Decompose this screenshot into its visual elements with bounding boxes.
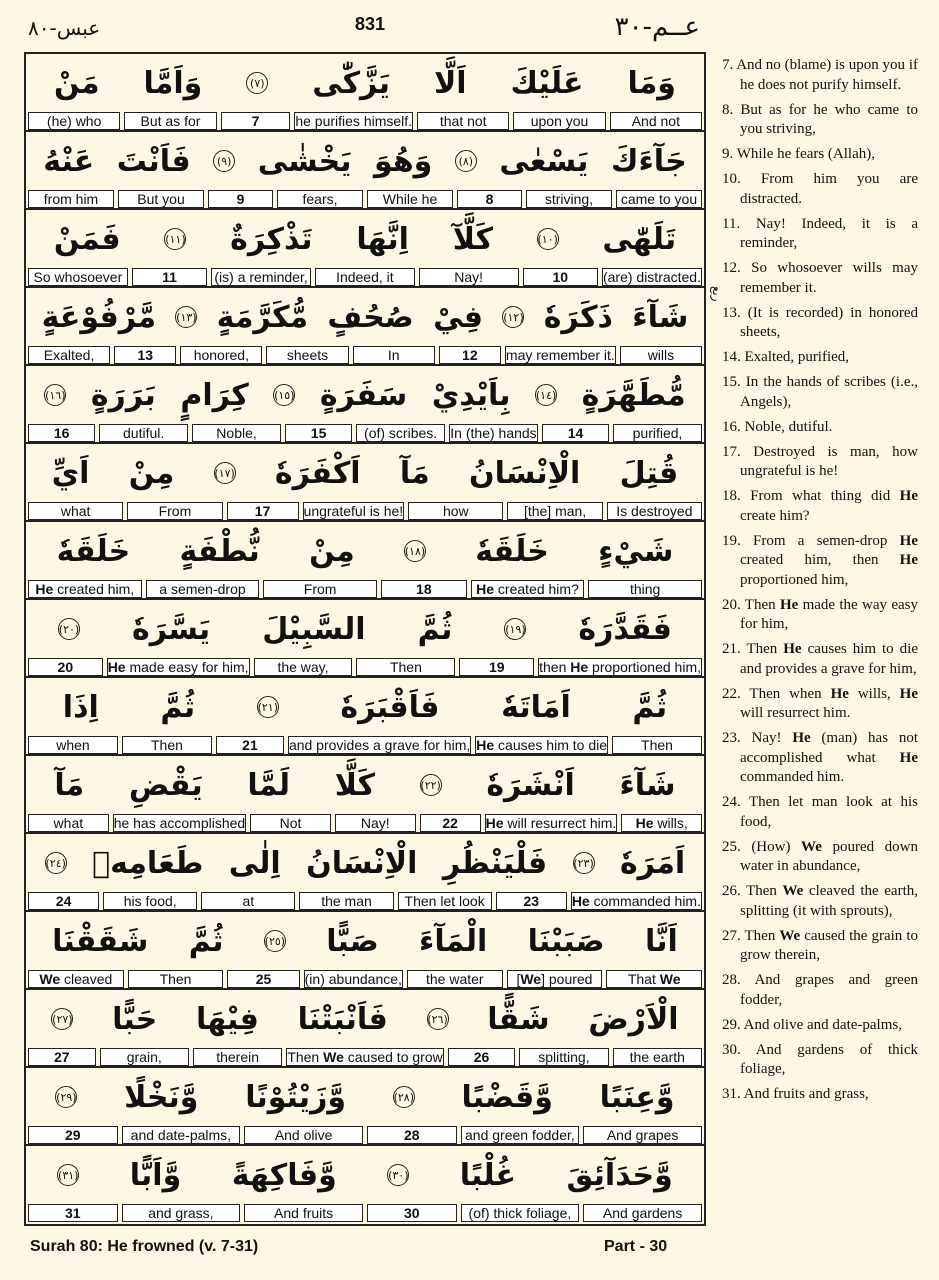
arabic-word: حَبًّا bbox=[112, 1001, 158, 1037]
arabic-word: شَيْءٍ bbox=[598, 533, 674, 569]
gloss-cell: thing bbox=[588, 580, 702, 598]
translation-verse: 8. But as for he who came to you striving, bbox=[722, 101, 918, 137]
gloss-cell: But you bbox=[118, 190, 204, 208]
translation-verse: 30. And gardens of thick foliage, bbox=[722, 1041, 918, 1077]
arabic-word: يَسَّرَهٗ bbox=[132, 611, 211, 647]
arabic-word: كَلَّآ bbox=[452, 221, 493, 257]
gloss-cell: In (the) hands bbox=[450, 425, 537, 441]
gloss-cell: and grass, bbox=[122, 1204, 241, 1222]
ayah-number-marker: (١٥) bbox=[273, 384, 295, 406]
gloss-cell: And olive bbox=[244, 1126, 363, 1144]
gloss-cell: therein bbox=[193, 1048, 282, 1066]
translation-verse: 19. From a semen-drop He created him, then He proportioned him, bbox=[722, 532, 918, 588]
arabic-word: عَنْهُ bbox=[43, 143, 95, 179]
ayah-number-marker: (٣١) bbox=[57, 1164, 79, 1186]
arabic-word: فَاَنْبَتْنَا bbox=[297, 1001, 388, 1037]
gloss-cell: and green fodder, bbox=[461, 1126, 580, 1144]
gloss-verse-number: 9 bbox=[208, 190, 273, 208]
arabic-word: الْمَآءَ bbox=[419, 923, 488, 959]
gloss-cell: from him bbox=[28, 190, 114, 208]
verse-row bbox=[26, 1146, 704, 1224]
gloss-verse-number: 30 bbox=[367, 1204, 457, 1222]
gloss-verse-number: 12 bbox=[439, 346, 501, 364]
arabic-word: اَيِّ bbox=[51, 455, 90, 491]
arabic-line bbox=[26, 366, 704, 424]
gloss-cell: honored, bbox=[180, 346, 262, 364]
arabic-word: يَسْعٰى bbox=[499, 143, 589, 179]
arabic-word: وَاَمَّا bbox=[143, 65, 203, 101]
arabic-word: صَبًّا bbox=[326, 923, 379, 959]
gloss-verse-number: 28 bbox=[367, 1126, 457, 1144]
surah-name-label: عبس-٨٠ bbox=[28, 16, 101, 40]
gloss-verse-number: 26 bbox=[448, 1048, 516, 1066]
arabic-word: ثُمَّ bbox=[417, 611, 453, 647]
arabic-word: طَعَامِهٖ bbox=[92, 845, 204, 881]
arabic-word: فَاَنْتَ bbox=[116, 143, 191, 179]
arabic-word: ذَكَرَهٗ bbox=[543, 299, 613, 335]
english-gloss-line bbox=[26, 190, 704, 208]
gloss-cell: that not bbox=[417, 112, 509, 130]
gloss-cell: the way, bbox=[254, 658, 353, 676]
arabic-word: فَاَقْبَرَهٗ bbox=[340, 689, 440, 725]
gloss-cell: at bbox=[201, 892, 295, 910]
arabic-word: مُّطَهَّرَةٍ bbox=[581, 377, 686, 413]
verse-row bbox=[26, 54, 704, 132]
ayah-number-marker: (٢٣) bbox=[573, 852, 595, 874]
ayah-number-marker: (١٩) bbox=[504, 618, 526, 640]
gloss-cell: his food, bbox=[103, 892, 197, 910]
arabic-word: مَآ bbox=[54, 767, 85, 803]
arabic-line bbox=[26, 600, 704, 658]
arabic-word: سَفَرَةٍ bbox=[319, 377, 408, 413]
gloss-cell: wills bbox=[620, 346, 702, 364]
verse-row bbox=[26, 912, 704, 990]
arabic-word: فِيْهَا bbox=[195, 1001, 259, 1037]
ayah-number-marker: (١٦) bbox=[44, 384, 66, 406]
gloss-cell: He made easy for him, bbox=[107, 659, 249, 675]
gloss-cell: a semen-drop bbox=[146, 580, 260, 598]
gloss-cell: Is destroyed bbox=[607, 502, 702, 520]
gloss-cell: (in) abundance, bbox=[304, 971, 402, 987]
gloss-cell: He wills, bbox=[621, 814, 702, 832]
gloss-verse-number: 18 bbox=[381, 580, 467, 598]
arabic-word: صَبَبْنَا bbox=[527, 923, 605, 959]
gloss-cell: And grapes bbox=[583, 1126, 702, 1144]
english-gloss-line bbox=[26, 502, 704, 520]
gloss-verse-number: 27 bbox=[28, 1048, 96, 1066]
gloss-verse-number: 23 bbox=[496, 892, 567, 910]
arabic-word: فَقَدَّرَهٗ bbox=[578, 611, 672, 647]
translation-verse: 18. From what thing did He create him? bbox=[722, 488, 918, 524]
arabic-word: فَمَنْ bbox=[53, 221, 121, 257]
gloss-cell: (is) a reminder, bbox=[211, 268, 311, 286]
gloss-verse-number: 11 bbox=[132, 268, 207, 286]
arabic-word: الْاَرْضَ bbox=[588, 1001, 679, 1037]
verse-row bbox=[26, 990, 704, 1068]
english-gloss-line bbox=[26, 892, 704, 910]
arabic-line bbox=[26, 54, 704, 112]
arabic-word: يَقْضِ bbox=[128, 767, 203, 803]
gloss-cell: In bbox=[353, 346, 435, 364]
gloss-cell: he has accomplished bbox=[113, 815, 246, 831]
translation-verse: 25. (How) We poured down water in abundance, bbox=[722, 838, 918, 874]
gloss-cell: Then let look bbox=[398, 892, 492, 910]
page-header bbox=[0, 0, 939, 52]
arabic-line bbox=[26, 1068, 704, 1126]
english-gloss-line bbox=[26, 268, 704, 286]
gloss-cell: He created him, bbox=[28, 580, 142, 598]
gloss-cell: fears, bbox=[277, 190, 363, 208]
footer-surah-title: Surah 80: He frowned (v. 7-31) bbox=[30, 1238, 259, 1255]
gloss-cell: the man bbox=[299, 892, 393, 910]
gloss-cell: We cleaved bbox=[28, 970, 124, 988]
arabic-word: قُتِلَ bbox=[619, 455, 679, 491]
arabic-word: شَقَقْنَا bbox=[52, 923, 149, 959]
arabic-word: شَآءَ bbox=[619, 767, 676, 803]
gloss-cell: how bbox=[408, 502, 503, 520]
gloss-cell: [We] poured bbox=[507, 970, 603, 988]
arabic-line bbox=[26, 912, 704, 970]
gloss-cell: (of) scribes. bbox=[356, 424, 445, 442]
arabic-word: شَقًّا bbox=[487, 1001, 550, 1037]
gloss-cell: dutiful. bbox=[99, 424, 188, 442]
arabic-line bbox=[26, 1146, 704, 1204]
gloss-cell: he purifies himself. bbox=[295, 113, 413, 129]
gloss-cell: upon you bbox=[513, 112, 605, 130]
gloss-cell: ungrateful is he! bbox=[303, 503, 404, 519]
gloss-cell: what bbox=[28, 814, 109, 832]
gloss-cell: That We bbox=[606, 970, 702, 988]
translation-verse: 10. From him you are distracted. bbox=[722, 171, 918, 207]
translation-verse: 29. And olive and date-palms, bbox=[722, 1016, 902, 1033]
translation-verse: 22. Then when He wills, He will resurrect him. bbox=[722, 685, 918, 721]
gloss-verse-number: 7 bbox=[221, 112, 291, 130]
english-gloss-line bbox=[26, 1204, 704, 1222]
arabic-word: بِاَيْدِيْ bbox=[431, 377, 511, 413]
arabic-word: غُلْبًا bbox=[459, 1157, 517, 1193]
ayah-number-marker: (٢٤) bbox=[45, 852, 67, 874]
english-gloss-line bbox=[26, 1048, 704, 1066]
arabic-word: ثُمَّ bbox=[160, 689, 196, 725]
ayah-number-marker: (٩) bbox=[213, 150, 235, 172]
arabic-word: مَّرْفُوْعَةٍ bbox=[41, 299, 157, 335]
arabic-word: يَخْشٰى bbox=[257, 143, 352, 179]
gloss-cell: and date-palms, bbox=[122, 1126, 241, 1144]
gloss-verse-number: 16 bbox=[28, 424, 95, 442]
gloss-verse-number: 13 bbox=[114, 346, 176, 364]
gloss-cell: From bbox=[263, 580, 377, 598]
arabic-word: اَمَاتَهٗ bbox=[501, 689, 571, 725]
arabic-word: كَلَّا bbox=[334, 767, 375, 803]
gloss-cell: when bbox=[28, 736, 118, 754]
gloss-cell: Exalted, bbox=[28, 346, 110, 364]
arabic-word: جَآءَكَ bbox=[610, 143, 687, 179]
arabic-word: تَلَهّٰى bbox=[602, 221, 677, 257]
translation-verse: 24. Then let man look at his food, bbox=[722, 794, 918, 830]
translation-verse: 16. Noble, dutiful. bbox=[722, 418, 833, 435]
arabic-word: شَآءَ bbox=[632, 299, 689, 335]
gloss-cell: Then bbox=[128, 970, 224, 988]
arabic-word: ثُمَّ bbox=[188, 923, 224, 959]
juz-label: عــم-٣٠ bbox=[614, 12, 700, 42]
english-gloss-line bbox=[26, 424, 704, 442]
ayah-number-marker: (٢٨) bbox=[393, 1086, 415, 1108]
arabic-word: وَّفَاكِهَةً bbox=[231, 1157, 337, 1193]
arabic-word: مِنْ bbox=[128, 455, 175, 491]
gloss-cell: Then bbox=[612, 736, 702, 754]
gloss-verse-number: 31 bbox=[28, 1204, 118, 1222]
arabic-word: وَّاَبًّا bbox=[129, 1157, 182, 1193]
gloss-cell: came to you bbox=[616, 190, 702, 208]
arabic-word: مُّكَرَّمَةٍ bbox=[216, 299, 309, 335]
arabic-word: خَلَقَهٗ bbox=[475, 533, 549, 569]
arabic-word: اَنَّا bbox=[645, 923, 678, 959]
gloss-verse-number: 8 bbox=[457, 190, 522, 208]
translation-column bbox=[722, 56, 918, 1110]
gloss-verse-number: 10 bbox=[523, 268, 598, 286]
translation-verse: 9. While he fears (Allah), bbox=[722, 146, 875, 162]
gloss-cell: what bbox=[28, 502, 123, 520]
gloss-cell: the earth bbox=[613, 1048, 702, 1066]
gloss-cell: Then bbox=[122, 736, 212, 754]
english-gloss-line bbox=[26, 814, 704, 832]
arabic-line bbox=[26, 210, 704, 268]
gloss-cell: (of) thick foliage, bbox=[461, 1204, 580, 1222]
arabic-word: وَّنَخْلًا bbox=[124, 1079, 199, 1115]
translation-verse: 26. Then We cleaved the earth, splitting (it with sprouts), bbox=[722, 883, 918, 919]
translation-verse: 27. Then We caused the grain to grow therein, bbox=[722, 927, 918, 963]
arabic-word: لَمَّا bbox=[247, 767, 291, 803]
gloss-cell: grain, bbox=[100, 1048, 189, 1066]
gloss-cell: From bbox=[127, 502, 222, 520]
gloss-cell: splitting, bbox=[519, 1048, 608, 1066]
verse-row bbox=[26, 756, 704, 834]
verse-row bbox=[26, 132, 704, 210]
gloss-cell: But as for bbox=[124, 112, 216, 130]
arabic-word: اِذَا bbox=[62, 689, 99, 725]
ayah-number-marker: (٢٩) bbox=[55, 1086, 77, 1108]
translation-verse: 11. Nay! Indeed, it is a reminder, bbox=[722, 215, 918, 251]
gloss-cell: sheets bbox=[266, 346, 348, 364]
gloss-cell: striving, bbox=[526, 190, 612, 208]
gloss-cell: Indeed, it bbox=[315, 268, 415, 286]
ayah-number-marker: (١٠) bbox=[537, 228, 559, 250]
verse-row bbox=[26, 288, 704, 366]
gloss-cell: the water bbox=[407, 970, 503, 988]
arabic-word: اَكْفَرَهٗ bbox=[274, 455, 361, 491]
gloss-verse-number: 29 bbox=[28, 1126, 118, 1144]
english-gloss-line bbox=[26, 112, 704, 130]
english-gloss-line bbox=[26, 580, 704, 598]
ayah-number-marker: (١٣) bbox=[175, 306, 197, 328]
arabic-line bbox=[26, 990, 704, 1048]
gloss-cell: While he bbox=[367, 190, 453, 208]
arabic-word: خَلَقَهٗ bbox=[56, 533, 131, 569]
verse-row bbox=[26, 600, 704, 678]
translation-verse: 13. (It is recorded) in honored sheets, bbox=[722, 304, 918, 340]
arabic-word: ثُمَّ bbox=[632, 689, 668, 725]
english-gloss-line bbox=[26, 970, 704, 988]
arabic-word: اَمَرَهٗ bbox=[619, 845, 686, 881]
ayah-number-marker: (٢٦) bbox=[427, 1008, 449, 1030]
gloss-cell: He created him? bbox=[471, 580, 585, 598]
gloss-cell: Then We caused to grow bbox=[287, 1049, 443, 1065]
arabic-line bbox=[26, 444, 704, 502]
arabic-word: اَنْشَرَهٗ bbox=[486, 767, 575, 803]
gloss-cell: And gardens bbox=[583, 1204, 702, 1222]
gloss-verse-number: 25 bbox=[227, 970, 299, 988]
ayah-number-marker: (١٧) bbox=[214, 462, 236, 484]
arabic-word: فَلْيَنْظُرِ bbox=[442, 845, 548, 881]
ayah-number-marker: (٢٥) bbox=[264, 930, 286, 952]
gloss-cell: He will resurrect him. bbox=[485, 815, 617, 831]
translation-verse: 17. Destroyed is man, how ungrateful is he! bbox=[722, 443, 918, 479]
arabic-word: مِنْ bbox=[309, 533, 355, 569]
gloss-verse-number: 21 bbox=[216, 736, 284, 754]
arabic-word: نُّطْفَةٍ bbox=[179, 533, 260, 569]
verse-row bbox=[26, 210, 704, 288]
ayah-number-marker: (١٨) bbox=[404, 540, 426, 562]
arabic-word: كِرَامٍ bbox=[180, 377, 249, 413]
arabic-word: وَهُوَ bbox=[374, 143, 433, 179]
ayah-number-marker: (٢٧) bbox=[51, 1008, 73, 1030]
gloss-verse-number: 19 bbox=[459, 658, 534, 676]
ayah-number-marker: (١٤) bbox=[535, 384, 557, 406]
arabic-line bbox=[26, 132, 704, 190]
gloss-cell: (he) who bbox=[28, 112, 120, 130]
translation-verse: 23. Nay! He (man) has not accomplished what He commanded him. bbox=[722, 730, 918, 785]
arabic-word: مَآ bbox=[399, 455, 430, 491]
ayah-number-marker: (٢١) bbox=[257, 696, 279, 718]
gloss-cell: Nay! bbox=[419, 268, 519, 286]
gloss-cell: then He proportioned him, bbox=[539, 659, 701, 675]
arabic-word: الْاِنْسَانُ bbox=[469, 455, 581, 491]
arabic-line bbox=[26, 522, 704, 580]
gloss-verse-number: 17 bbox=[227, 502, 299, 520]
verse-row bbox=[26, 834, 704, 912]
gloss-cell: And fruits bbox=[244, 1204, 363, 1222]
arabic-word: وَّزَيْتُوْنًا bbox=[245, 1079, 346, 1115]
ayah-number-marker: (١٢) bbox=[502, 306, 524, 328]
footer-part-label: Part - 30 bbox=[604, 1238, 668, 1255]
ayah-number-marker: (٢٠) bbox=[58, 618, 80, 640]
gloss-cell: (are) distracted. bbox=[602, 269, 701, 285]
arabic-line bbox=[26, 756, 704, 814]
gloss-verse-number: 15 bbox=[285, 424, 352, 442]
translation-verse: 12. So whosoever wills may remember it. bbox=[722, 260, 918, 296]
gloss-verse-number: 22 bbox=[420, 814, 481, 832]
arabic-word: فِيْ bbox=[433, 299, 484, 335]
translation-verse: 7. And no (blame) is upon you if he does not purify himself. bbox=[722, 57, 918, 93]
gloss-cell: He commanded him. bbox=[571, 893, 701, 909]
verse-row bbox=[26, 366, 704, 444]
ayah-number-marker: (١١) bbox=[164, 228, 186, 250]
translation-verse: 28. And grapes and green fodder, bbox=[722, 972, 918, 1008]
arabic-line bbox=[26, 678, 704, 736]
page-number: 831 bbox=[354, 14, 386, 34]
arabic-word: مَنْ bbox=[53, 65, 100, 101]
arabic-line bbox=[26, 834, 704, 892]
arabic-word: وَّحَدَآئِقَ bbox=[566, 1157, 673, 1193]
gloss-cell: may remember it. bbox=[505, 347, 615, 363]
translation-verse: 14. Exalted, purified, bbox=[722, 349, 850, 365]
arabic-word: وَّقَضْبًا bbox=[461, 1079, 553, 1115]
arabic-word: صُحُفٍ bbox=[327, 299, 414, 335]
verse-row bbox=[26, 522, 704, 600]
arabic-word: اِلٰى bbox=[228, 845, 281, 881]
arabic-word: تَذْكِرَةٌ bbox=[230, 221, 313, 257]
gloss-cell: Noble, bbox=[192, 424, 281, 442]
gloss-cell: Not bbox=[250, 814, 331, 832]
gloss-cell: He causes him to die bbox=[476, 737, 608, 753]
arabic-word: السَّبِيْلَ bbox=[262, 611, 366, 647]
ayah-number-marker: (٢٢) bbox=[420, 774, 442, 796]
ayah-number-marker: (٣٠) bbox=[387, 1164, 409, 1186]
translation-verse: 15. In the hands of scribes (i.e., Angels), bbox=[722, 374, 918, 410]
arabic-word: عَلَيْكَ bbox=[510, 65, 584, 101]
english-gloss-line bbox=[26, 1126, 704, 1144]
arabic-word: بَرَرَةٍ bbox=[90, 377, 156, 413]
arabic-word: اَلَّا bbox=[433, 65, 467, 101]
ruku-marker: ربع bbox=[710, 286, 724, 302]
verse-row bbox=[26, 1068, 704, 1146]
gloss-verse-number: 14 bbox=[542, 424, 609, 442]
gloss-cell: And not bbox=[610, 112, 702, 130]
translation-verse: 21. Then He causes him to die and provides a grave for him, bbox=[722, 641, 918, 677]
translation-verse: 31. And fruits and grass, bbox=[722, 1086, 869, 1102]
gloss-cell: So whosoever bbox=[28, 268, 128, 286]
verse-row bbox=[26, 444, 704, 522]
english-gloss-line bbox=[26, 736, 704, 754]
arabic-word: الْاِنْسَانُ bbox=[306, 845, 418, 881]
gloss-verse-number: 24 bbox=[28, 892, 99, 910]
ayah-number-marker: (٧) bbox=[246, 72, 268, 94]
gloss-verse-number: 20 bbox=[28, 658, 103, 676]
verse-row bbox=[26, 678, 704, 756]
arabic-word: اِنَّهَا bbox=[356, 221, 409, 257]
gloss-cell: [the] man, bbox=[507, 502, 602, 520]
arabic-word: وَّعِنَبًا bbox=[599, 1079, 675, 1115]
gloss-cell: purified, bbox=[613, 424, 702, 442]
gloss-cell: Nay! bbox=[335, 814, 416, 832]
arabic-line bbox=[26, 288, 704, 346]
word-by-word-grid bbox=[24, 52, 706, 1226]
arabic-word: يَزَّكّٰى bbox=[312, 65, 390, 101]
english-gloss-line bbox=[26, 346, 704, 364]
translation-verse: 20. Then He made the way easy for him, bbox=[722, 596, 918, 632]
english-gloss-line bbox=[26, 658, 704, 676]
gloss-cell: and provides a grave for him, bbox=[288, 737, 471, 753]
arabic-word: وَمَا bbox=[627, 65, 676, 101]
ayah-number-marker: (٨) bbox=[455, 150, 477, 172]
gloss-cell: Then bbox=[356, 658, 455, 676]
